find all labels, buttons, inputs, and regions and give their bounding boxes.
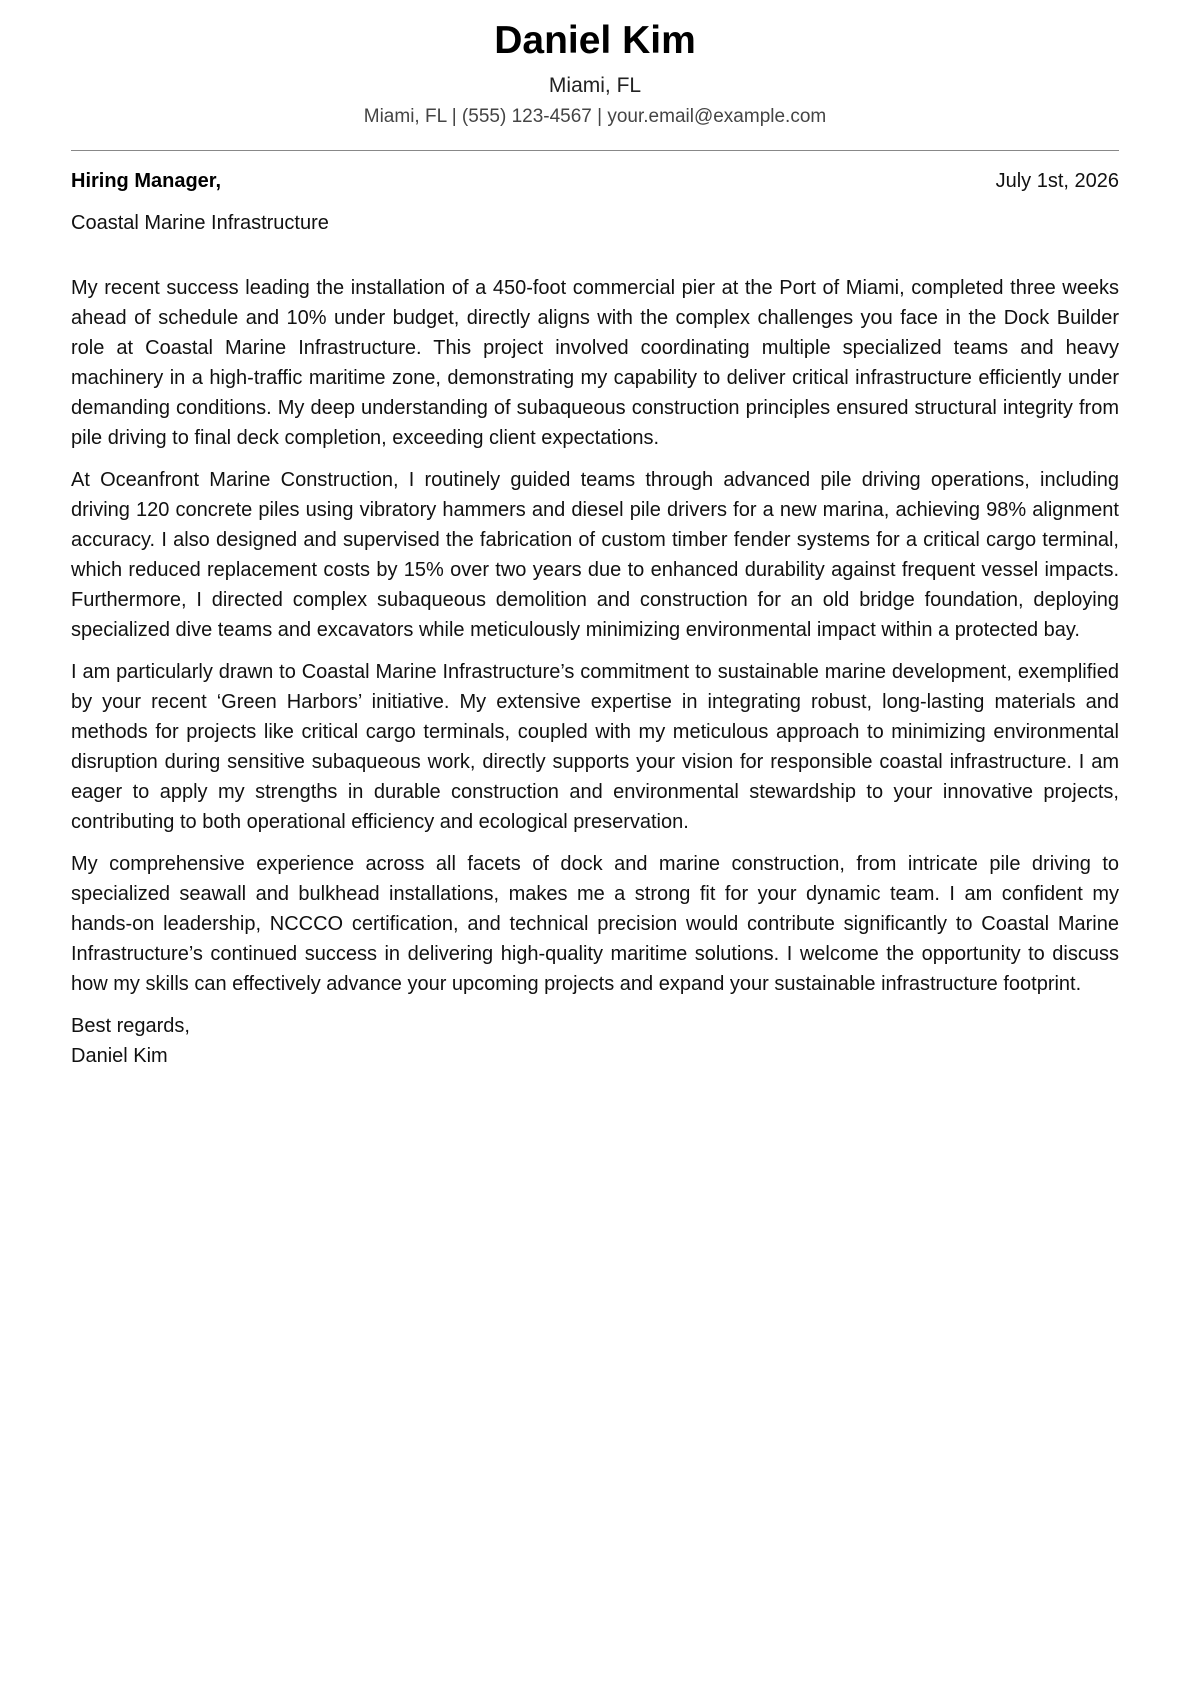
body-paragraph: My recent success leading the installation of a 450-foot commercial pier at the Port of Miami, completed three weeks ahead of schedule and 10% under budget, directly aligns with the complex challenges you face in the Dock Builder role at Coastal Marine Infrastructure. This project involved coordinating multiple specialized teams and heavy machinery in a high-traffic maritime zone, demonstrating my capability to deliver critical infrastructure efficiently under demanding conditions. My deep understanding of subaqueous construction principles ensured structural integrity from pile driving to final deck completion, exceeding client expectations. [71,277,1119,449]
letter-closing [71,1011,1119,1071]
header-divider [71,150,1119,151]
body-paragraph: I am particularly drawn to Coastal Marine Infrastructure’s commitment to sustainable marine development, exemplified by your recent ‘Green Harbors’ initiative. My extensive expertise in integrating robust, long-lasting materials and methods for projects like critical cargo terminals, coupled with my meticulous approach to minimizing environmental disruption during sensitive subaqueous work, directly supports your vision for responsible coastal infrastructure. I am eager to apply my strengths in durable construction and environmental stewardship to your innovative projects, contributing to both operational efficiency and ecological preservation. [71,661,1119,833]
letter-header [71,0,1119,130]
applicant-name: Daniel Kim [494,19,696,62]
body-paragraph: At Oceanfront Marine Construction, I routinely guided teams through advanced pile driving operations, including driving 120 concrete piles using vibratory hammers and diesel pile drivers for a new marina, achieving 98% alignment accuracy. I also designed and supervised the fabrication of custom timber fender systems for a critical cargo terminal, which reduced replacement costs by 15% over two years due to enhanced durability against frequent vessel impacts. Furthermore, I directed complex subaqueous demolition and construction for an old bridge foundation, deploying specialized dive teams and excavators while meticulously minimizing environmental impact within a protected bay. [71,469,1119,641]
closing-phrase: Best regards, [71,1015,190,1037]
applicant-location: Miami, FL [548,74,642,97]
contact-line: Miami, FL | (555) 123-4567 | your.email@example.com [363,106,827,127]
recipient-salutation: Hiring Manager, [71,170,222,192]
company-name: Coastal Marine Infrastructure [71,212,329,234]
recipient-date-row [71,167,1119,195]
letter-date: July 1st, 2026 [995,170,1119,192]
body-paragraph: My comprehensive experience across all facets of dock and marine construction, from intricate pile driving to specialized seawall and bulkhead installations, makes me a strong fit for your dynamic team. I am confident my hands-on leadership, NCCCO certification, and technical precision would contribute significantly to Coastal Marine Infrastructure’s continued success in delivering high-quality maritime solutions. I welcome the opportunity to discuss how my skills can effectively advance your upcoming projects and expand your sustainable infrastructure footprint. [71,853,1119,995]
signature-name: Daniel Kim [71,1045,168,1067]
letter-body [71,273,1119,999]
